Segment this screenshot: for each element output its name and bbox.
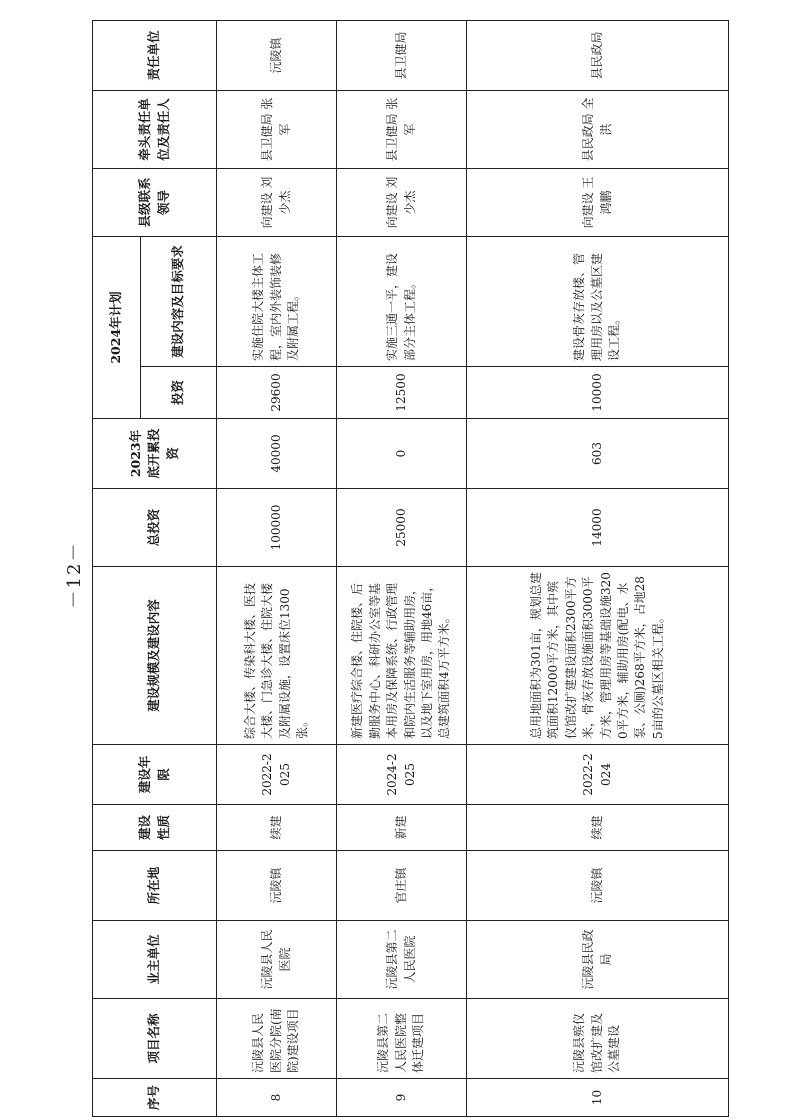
header-scale: 建设规模及建设内容 — [93, 567, 217, 745]
cell-resp-unit: 县卫健局 — [337, 20, 467, 90]
header-plan2024: 2024年计划 — [93, 236, 141, 418]
cell-location: 沅陵镇 — [217, 851, 337, 921]
cell-location: 官庄镇 — [337, 851, 467, 921]
header-row-1 — [93, 20, 141, 1116]
header-plan-content: 建设内容及目标要求 — [141, 236, 217, 366]
cell-name: 沅陵县人民医院分院(南院)建设项目 — [217, 999, 337, 1079]
table-row — [217, 20, 337, 1116]
header-location: 所在地 — [93, 851, 217, 921]
cell-lead-unit: 县卫健局 张军 — [337, 90, 467, 168]
cell-county-leader: 向建设 刘少杰 — [217, 168, 337, 236]
rotated-document-page — [60, 30, 790, 1120]
header-county-leader: 县级联系领导 — [93, 168, 217, 236]
cell-county-leader: 向建设 王鸿鹏 — [467, 168, 729, 236]
cell-cum2023: 40000 — [217, 419, 337, 489]
header-cum2023: 2023年底开累投资 — [93, 419, 217, 489]
cell-period: 2022-2024 — [467, 745, 729, 805]
cell-county-leader: 向建设 刘少杰 — [337, 168, 467, 236]
header-resp-unit: 责任单位 — [93, 20, 217, 90]
cell-location: 沅陵镇 — [467, 851, 729, 921]
cell-total: 14000 — [467, 489, 729, 567]
project-table — [92, 20, 729, 1117]
cell-nature: 续建 — [217, 805, 337, 851]
cell-period: 2024-2025 — [337, 745, 467, 805]
cell-owner: 沅陵县第二人民医院 — [337, 921, 467, 999]
header-lead-unit: 牵头责任单位及责任人 — [93, 90, 217, 168]
cell-plan-content: 实施三通一平，建设部分主体工程。 — [337, 236, 467, 366]
cell-resp-unit: 沅陵镇 — [217, 20, 337, 90]
cell-plan-invest: 12500 — [337, 367, 467, 419]
cell-plan-content: 实施住院大楼主体工程，室内外装饰装修及附属工程。 — [217, 236, 337, 366]
cell-seq: 8 — [217, 1079, 337, 1117]
cell-lead-unit: 县民政局 全洪 — [467, 90, 729, 168]
cell-seq: 10 — [467, 1079, 729, 1117]
cell-plan-invest: 10000 — [467, 367, 729, 419]
cell-resp-unit: 县民政局 — [467, 20, 729, 90]
cell-owner: 沅陵县民政局 — [467, 921, 729, 999]
cell-total: 100000 — [217, 489, 337, 567]
cell-nature: 续建 — [467, 805, 729, 851]
cell-scale: 总用地面积为301亩，规划总建筑面积12000平方米，其中殡仪馆改扩建建设面积2300平方米，骨灰存放设施面积3000平方米，管理用房等基础设施3200平方米，辅助用房(配电、水泵、公厕)268平方米，占地285亩的公墓区相关工程。 — [467, 567, 729, 745]
table-row — [467, 20, 729, 1116]
cell-total: 25000 — [337, 489, 467, 567]
cell-plan-content: 建设骨灰存放楼、管理用房以及公墓区建设工程。 — [467, 236, 729, 366]
cell-name: 沅陵县殡仪馆改扩建及公墓建设 — [467, 999, 729, 1079]
header-total: 总投资 — [93, 489, 217, 567]
cell-name: 沅陵县第二人民医院整体迁建项目 — [337, 999, 467, 1079]
header-seq: 序号 — [93, 1079, 217, 1117]
header-plan-invest: 投资 — [141, 367, 217, 419]
cell-period: 2022-2025 — [217, 745, 337, 805]
page-number: －12－ — [64, 541, 85, 609]
table-row — [337, 20, 467, 1116]
cell-scale: 新建医疗综合楼、住院楼、后勤服务中心、科研办公室等基本用房及保障系统、行政管理和院内生活服务等辅助用房，以及地下室用房，用地46亩，总建筑面积4万平方米。 — [337, 567, 467, 745]
cell-plan-invest: 29600 — [217, 367, 337, 419]
cell-owner: 沅陵县人民医院 — [217, 921, 337, 999]
header-period: 建设年限 — [93, 745, 217, 805]
header-owner: 业主单位 — [93, 921, 217, 999]
cell-cum2023: 603 — [467, 419, 729, 489]
cell-cum2023: 0 — [337, 419, 467, 489]
cell-nature: 新建 — [337, 805, 467, 851]
cell-scale: 综合大楼、传染科大楼、医技大楼、门急诊大楼、住院大楼及附属设施，设置床位1300张。 — [217, 567, 337, 745]
cell-lead-unit: 县卫健局 张军 — [217, 90, 337, 168]
header-name: 项目名称 — [93, 999, 217, 1079]
header-nature: 建设性质 — [93, 805, 217, 851]
cell-seq: 9 — [337, 1079, 467, 1117]
